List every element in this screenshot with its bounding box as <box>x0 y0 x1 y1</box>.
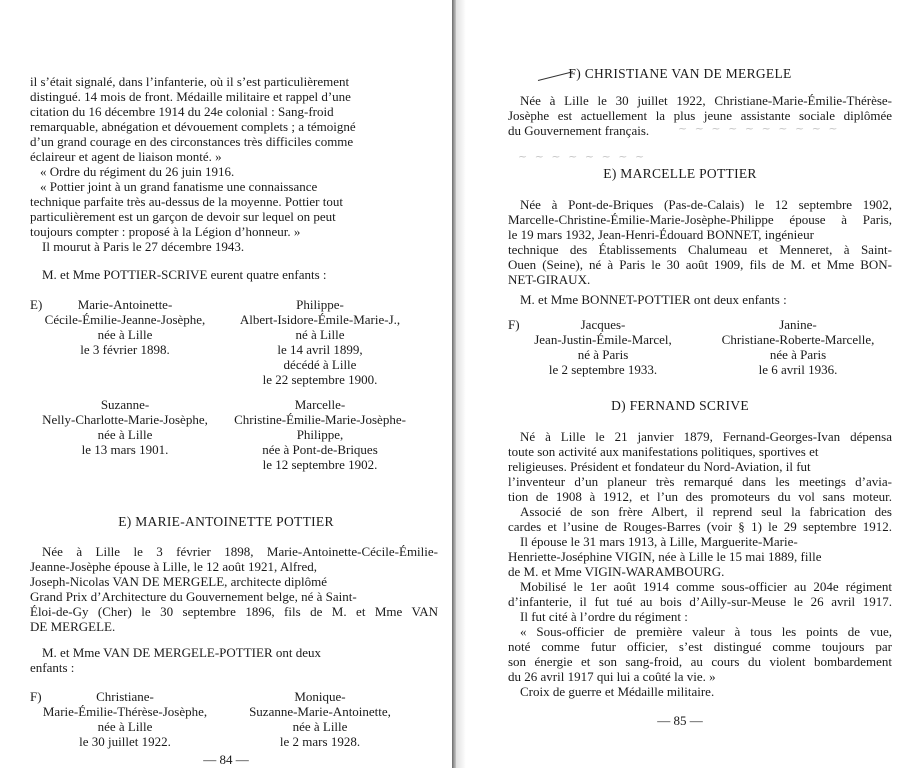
right-page <box>458 0 902 768</box>
child-line: Jacques- <box>580 317 626 332</box>
text-line: Josèphe est actuellement la plus jeune assistante sociale diplômée <box>508 108 892 123</box>
text-line: noté comme futur officier, s’est distingué comme toujours par <box>508 639 892 654</box>
child-line: Philippe- <box>296 297 344 312</box>
child-line: Christine-Émilie-Marie-Josèphe- <box>234 412 406 427</box>
section-heading: F) CHRISTIANE VAN DE MERGELE <box>568 66 792 81</box>
text-line: citation du 16 décembre 1914 du 24e colonial : Sang-froid <box>30 104 334 119</box>
child-line: le 2 septembre 1933. <box>548 362 658 377</box>
text-line: « Sous-officier de première valeur à tous les points de vue, <box>520 624 892 639</box>
text-line: Associé de son frère Albert, il reprend seul la fabrication des <box>520 504 892 519</box>
child-line: le 22 septembre 1900. <box>262 372 378 387</box>
child-line: Marcelle- <box>294 397 346 412</box>
text-line: cardes et l’usine de Rouges-Barres (voir § 1) le 29 septembre 1912. <box>508 519 892 534</box>
text-line: tion de 1908 à 1912, et l’un des promoteurs du vol sans moteur. <box>508 489 892 504</box>
child-line: Albert-Isidore-Émile-Marie-J., <box>239 312 401 327</box>
child-line: née à Lille <box>97 719 153 734</box>
child-line: née à Paris <box>769 347 827 362</box>
child-line: Marie-Antoinette- <box>77 297 173 312</box>
text-line: d’infanterie, il fut tué au bois d’Ailly-sur-Meuse le 26 avril 1917. <box>508 594 892 609</box>
child-line: né à Paris <box>577 347 629 362</box>
children-intro: M. et Mme POTTIER-SCRIVE eurent quatre enfants : <box>42 267 327 282</box>
text-line: toute son activité aux manifestations politiques, sportives et <box>508 444 819 459</box>
page-number: — 84 — <box>203 752 249 767</box>
text-line: religieuses. Président et fondateur du Nord-Aviation, il fut <box>508 459 811 474</box>
text-line: Grand Prix d’Architecture du Gouvernement belge, né à Saint- <box>30 589 357 604</box>
text-line: technique des Établissements Chalumeau et Menneret, à Saint- <box>508 242 892 257</box>
text-line: Née à Pont-de-Briques (Pas-de-Calais) le 12 septembre 1902, <box>520 197 892 212</box>
text-line: Né à Lille le 21 janvier 1879, Fernand-Georges-Ivan dépensa <box>520 429 892 444</box>
text-line: toujours compter : proposé à la Légion d’honneur. » <box>30 224 301 239</box>
child-label: F) <box>508 317 520 332</box>
text-line: Éloi-de-Gy (Cher) le 30 septembre 1896, fils de M. et Mme VAN <box>30 604 438 619</box>
text-line: technique parfaite très au-dessus de la moyenne. Pottier tout <box>30 194 343 209</box>
page-number: — 85 — <box>657 713 703 728</box>
text-line: du 26 avril 1917 qui lui a coûté la vie. » <box>508 669 716 684</box>
children-intro: M. et Mme BONNET-POTTIER ont deux enfants : <box>520 292 787 307</box>
child-line: le 13 mars 1901. <box>81 442 169 457</box>
text-line: de M. et Mme VIGIN-WARAMBOURG. <box>508 564 725 579</box>
text-line: Née à Lille le 30 juillet 1922, Christiane-Marie-Émilie-Thérèse- <box>520 93 892 108</box>
child-line: née à Lille <box>97 427 153 442</box>
text-line: Joseph-Nicolas VAN DE MERGELE, architecte diplômé <box>30 574 328 589</box>
child-line: né à Lille <box>295 327 345 342</box>
text-line: remarquable, abnégation et dévouement complets ; a témoigné <box>30 119 356 134</box>
child-line: Philippe, <box>296 427 344 442</box>
child-line: née à Lille <box>97 327 153 342</box>
child-label: F) <box>30 689 42 704</box>
text-line: Née à Lille le 3 février 1898, Marie-Antoinette-Cécile-Émilie- <box>42 544 438 559</box>
text-line: NET-GIRAUX. <box>508 272 591 287</box>
child-line: née à Lille <box>292 719 348 734</box>
text-line: Jeanne-Josèphe épouse à Lille, le 12 août 1921, Alfred, <box>30 559 317 574</box>
handwritten-scribble: ~ ~ ~ ~ ~ ~ ~ ~ <box>518 150 647 163</box>
text-line: Il épouse le 31 mars 1913, à Lille, Marguerite-Marie- <box>520 534 798 549</box>
text-line: Mobilisé le 1er août 1914 comme sous-officier au 204e régiment <box>520 579 892 594</box>
text-line: distingué. 14 mois de front. Médaille militaire et rappel d’une <box>30 89 351 104</box>
child-label: E) <box>30 297 43 312</box>
section-heading: D) FERNAND SCRIVE <box>611 398 749 413</box>
child-line: le 14 avril 1899, <box>277 342 363 357</box>
text-line: l’inventeur d’un planeur très remarqué dans les meetings d’avia- <box>508 474 892 489</box>
child-line: Marie-Émilie-Thérèse-Josèphe, <box>42 704 208 719</box>
child-line: décédé à Lille <box>283 357 357 372</box>
text-line: le 19 mars 1932, Jean-Henri-Édouard BONNET, ingénieur <box>508 227 814 242</box>
text-line: DE MERGELE. <box>30 619 116 634</box>
child-line: le 12 septembre 1902. <box>262 457 378 472</box>
child-line: Nelly-Charlotte-Marie-Josèphe, <box>42 412 208 427</box>
text-line: Ouen (Seine), né à Paris le 30 août 1909, fils de M. et Mme BON- <box>508 257 892 272</box>
text-line: son énergie et son sang-froid, au cours du violent bombardement <box>508 654 892 669</box>
child-line: le 6 avril 1936. <box>758 362 838 377</box>
text-line: « Pottier joint à un grand fanatisme une connaissance <box>40 179 318 194</box>
text-line: du Gouvernement français. <box>508 123 650 138</box>
child-line: le 2 mars 1928. <box>279 734 361 749</box>
text-line: « Ordre du régiment du 26 juin 1916. <box>40 164 235 179</box>
child-line: le 30 juillet 1922. <box>79 734 171 749</box>
children-intro: enfants : <box>30 660 75 675</box>
child-line: Suzanne- <box>100 397 150 412</box>
text-line: Croix de guerre et Médaille militaire. <box>520 684 715 699</box>
handwritten-scribble: ~ ~ ~ ~ ~ ~ ~ ~ ~ ~ <box>678 122 840 135</box>
section-heading: E) MARIE-ANTOINETTE POTTIER <box>118 514 334 529</box>
child-line: Suzanne-Marie-Antoinette, <box>249 704 391 719</box>
child-line: Jean-Justin-Émile-Marcel, <box>534 332 672 347</box>
child-line: Christiane- <box>96 689 154 704</box>
text-line: il s’était signalé, dans l’infanterie, où il s’est particulièrement <box>30 74 350 89</box>
child-line: le 3 février 1898. <box>80 342 170 357</box>
child-line: Christiane-Roberte-Marcelle, <box>721 332 875 347</box>
child-line: Monique- <box>294 689 346 704</box>
text-line: Il fut cité à l’ordre du régiment : <box>520 609 688 624</box>
child-line: Janine- <box>779 317 817 332</box>
child-line: née à Pont-de-Briques <box>262 442 378 457</box>
section-heading: E) MARCELLE POTTIER <box>603 166 757 181</box>
text-line: éclaireur et agent de liaison monté. » <box>30 149 222 164</box>
text-line: Il mourut à Paris le 27 décembre 1943. <box>42 239 245 254</box>
text-line: particulièrement est un garçon de devoir sur lequel on peut <box>30 209 336 224</box>
text-line: Marcelle-Christine-Émilie-Marie-Josèphe-Philippe épouse à Paris, <box>508 212 892 227</box>
text-line: Henriette-Joséphine VIGIN, née à Lille le 15 mai 1889, fille <box>508 549 822 564</box>
children-intro: M. et Mme VAN DE MERGELE-POTTIER ont deux <box>42 645 321 660</box>
child-line: Cécile-Émilie-Jeanne-Josèphe, <box>44 312 206 327</box>
text-line: d’un grand courage en des circonstances très difficiles comme <box>30 134 354 149</box>
